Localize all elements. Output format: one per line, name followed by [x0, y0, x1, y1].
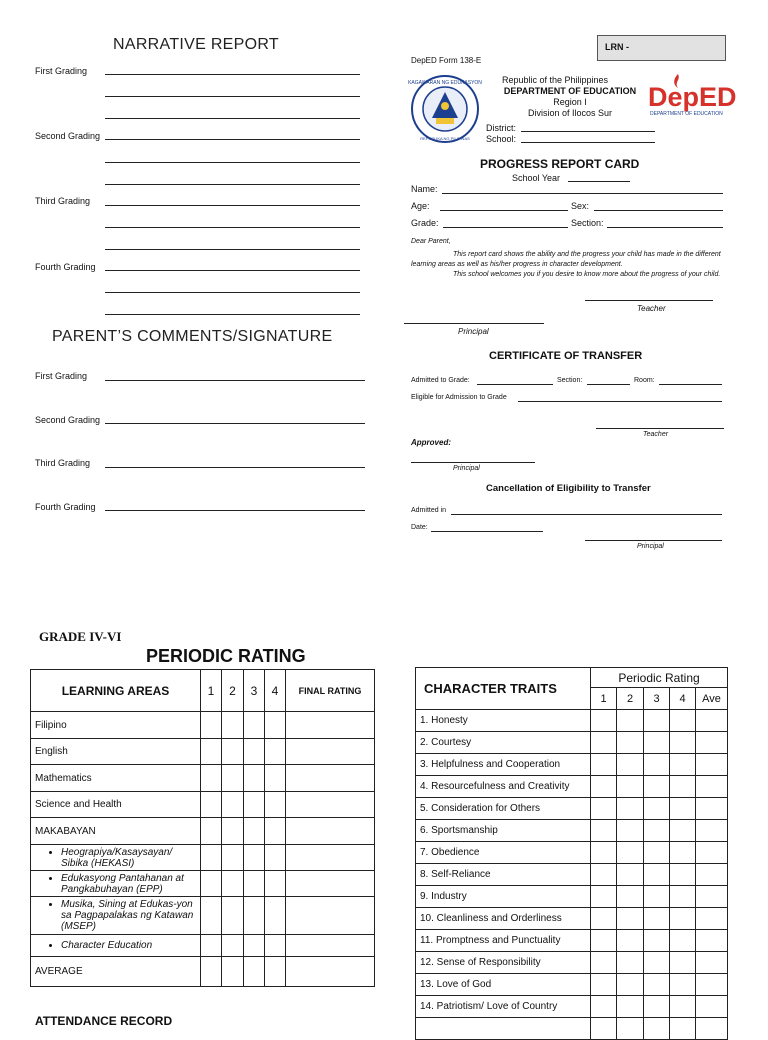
certificate-transfer-title: CERTIFICATE OF TRANSFER: [489, 350, 643, 362]
grade-cell[interactable]: [222, 818, 244, 845]
region-label: Region I: [553, 97, 587, 107]
table-row: [31, 712, 375, 739]
trait-label: 8. Self-Reliance: [416, 864, 591, 886]
rating-cell[interactable]: [617, 886, 644, 908]
division-label: Division of Ilocos Sur: [527, 108, 613, 118]
parents-fourth-label: Fourth Grading: [35, 502, 96, 512]
learning-area-label: Mathematics: [31, 765, 201, 792]
principal-caption: Principal: [458, 327, 489, 336]
rating-cell[interactable]: [696, 930, 728, 952]
final-rating-header: FINAL RATING: [286, 670, 375, 712]
rating-cell[interactable]: [617, 952, 644, 974]
grade-cell[interactable]: [201, 739, 222, 765]
room-label: Room:: [634, 377, 655, 384]
table-row: [31, 935, 375, 957]
table-row: [416, 886, 728, 908]
rating-cell[interactable]: [696, 908, 728, 930]
rating-cell[interactable]: [670, 776, 696, 798]
rating-cell[interactable]: [644, 930, 670, 952]
rating-cell[interactable]: [591, 1018, 617, 1040]
trait-col-1-header: 1: [591, 688, 617, 710]
rating-cell[interactable]: [670, 930, 696, 952]
final-cell[interactable]: [286, 935, 375, 957]
rating-cell[interactable]: [591, 842, 617, 864]
rating-cell[interactable]: [591, 996, 617, 1018]
republic-label: Republic of the Philippines: [501, 75, 609, 85]
rating-cell[interactable]: [670, 974, 696, 996]
rating-cell[interactable]: [591, 886, 617, 908]
narrative-fourth-line-1[interactable]: [105, 270, 360, 271]
cancel-principal-caption: Principal: [637, 543, 664, 550]
approved-label: Approved:: [411, 438, 451, 447]
grade-cell[interactable]: [265, 935, 286, 957]
letter-paragraph-1: This report card shows the ability and the progress your child has made in the different learning areas as well as his/her progress in character development.: [411, 251, 721, 268]
table-row: [416, 842, 728, 864]
admitted-in-label: Admitted in: [411, 507, 447, 514]
rating-cell[interactable]: [591, 974, 617, 996]
rating-cell[interactable]: [617, 842, 644, 864]
trait-col-3-header: 3: [644, 688, 670, 710]
quarter-4-header: 4: [265, 670, 286, 712]
rating-cell[interactable]: [670, 886, 696, 908]
average-label: AVERAGE: [31, 957, 201, 987]
learning-area-label: Filipino: [31, 712, 201, 739]
grade-cell[interactable]: [201, 871, 222, 897]
admitted-in-line[interactable]: [451, 514, 722, 515]
narrative-second-line-2[interactable]: [105, 162, 360, 163]
rating-cell[interactable]: [617, 798, 644, 820]
grade-label: Grade:: [411, 218, 439, 228]
lrn-label: LRN -: [605, 42, 629, 52]
trait-label: 4. Resourcefulness and Creativity: [416, 776, 591, 798]
narrative-third-line-3[interactable]: [105, 249, 360, 250]
grade-cell[interactable]: [244, 765, 265, 792]
rating-cell[interactable]: [644, 732, 670, 754]
final-cell[interactable]: [286, 792, 375, 818]
district-line[interactable]: [521, 131, 655, 132]
parents-third-label: Third Grading: [35, 458, 91, 468]
rating-cell[interactable]: [670, 908, 696, 930]
parents-first-line[interactable]: [105, 380, 365, 381]
teacher-signature-line[interactable]: [585, 300, 713, 301]
rating-cell[interactable]: [670, 1018, 696, 1040]
grade-cell[interactable]: [201, 765, 222, 792]
grade-cell[interactable]: [265, 871, 286, 897]
narrative-first-label: First Grading: [35, 66, 88, 76]
final-cell[interactable]: [286, 712, 375, 739]
trait-col-2-header: 2: [617, 688, 644, 710]
trait-label: 11. Promptness and Punctuality: [416, 930, 591, 952]
parents-second-label: Second Grading: [35, 415, 101, 425]
grade-cell[interactable]: [244, 845, 265, 871]
final-cell[interactable]: [286, 818, 375, 845]
trait-label: 6. Sportsmanship: [416, 820, 591, 842]
rating-cell[interactable]: [670, 842, 696, 864]
final-cell[interactable]: [286, 957, 375, 987]
table-row: [31, 897, 375, 935]
rating-cell[interactable]: [617, 974, 644, 996]
periodic-rating-table: [30, 669, 375, 987]
grade-level-label: GRADE IV-VI: [39, 629, 122, 644]
grade-cell[interactable]: [265, 897, 286, 935]
narrative-second-line-3[interactable]: [105, 184, 360, 185]
rating-cell[interactable]: [644, 820, 670, 842]
school-year-label: School Year: [512, 173, 561, 183]
rating-cell[interactable]: [696, 842, 728, 864]
learning-area-label: MAKABAYAN: [31, 818, 201, 845]
rating-cell[interactable]: [644, 886, 670, 908]
sub-area-label: • Heograpiya/Kasaysayan/ Sibika (HEKASI): [61, 847, 196, 869]
transfer-teacher-line[interactable]: [596, 428, 724, 429]
grade-cell[interactable]: [222, 845, 244, 871]
teacher-caption: Teacher: [637, 304, 666, 313]
grade-cell[interactable]: [244, 935, 265, 957]
rating-cell[interactable]: [617, 908, 644, 930]
seal-top-text: KAGAWARAN NG EDUKASYON: [408, 80, 482, 86]
rating-cell[interactable]: [617, 732, 644, 754]
transfer-section-label: Section:: [557, 377, 583, 384]
final-cell[interactable]: [286, 845, 375, 871]
narrative-first-line-1[interactable]: [105, 74, 360, 75]
letter-paragraph-2: This school welcomes you if you desire to know more about the progress of your child.: [453, 271, 721, 278]
attendance-record-title: ATTENDANCE RECORD: [35, 1014, 173, 1028]
transfer-teacher-caption: Teacher: [643, 431, 669, 438]
trait-col-ave-header: Ave: [696, 688, 728, 710]
name-label: Name:: [411, 184, 438, 194]
sub-area-cell: [31, 845, 201, 871]
parents-first-label: First Grading: [35, 371, 88, 381]
grade-cell[interactable]: [265, 712, 286, 739]
dear-parent-label: Dear Parent,: [411, 238, 451, 245]
rating-cell[interactable]: [670, 732, 696, 754]
grade-cell[interactable]: [222, 897, 244, 935]
table-row: [416, 820, 728, 842]
table-row: [31, 957, 375, 987]
grade-cell[interactable]: [222, 792, 244, 818]
section-label: Section:: [571, 218, 604, 228]
transfer-principal-caption: Principal: [453, 465, 480, 472]
rating-cell[interactable]: [591, 710, 617, 732]
grade-cell[interactable]: [201, 818, 222, 845]
rating-cell[interactable]: [591, 952, 617, 974]
rating-cell[interactable]: [617, 930, 644, 952]
quarter-1-header: 1: [201, 670, 222, 712]
rating-cell[interactable]: [696, 820, 728, 842]
grade-cell[interactable]: [201, 935, 222, 957]
sub-area-cell: [31, 935, 201, 957]
character-traits-table: [415, 667, 728, 1040]
deped-logo-sub: DEPARTMENT OF EDUCATION: [650, 111, 723, 117]
table-row: [416, 798, 728, 820]
rating-cell[interactable]: [696, 776, 728, 798]
table-row: [416, 710, 728, 732]
rating-cell[interactable]: [617, 1018, 644, 1040]
rating-cell[interactable]: [617, 710, 644, 732]
admitted-grade-line[interactable]: [477, 384, 553, 385]
rating-cell[interactable]: [644, 798, 670, 820]
table-row: [31, 845, 375, 871]
admitted-grade-label: Admitted to Grade:: [411, 377, 470, 384]
grade-cell[interactable]: [265, 957, 286, 987]
deped-logo-text: DepED: [648, 82, 737, 112]
rating-cell[interactable]: [670, 864, 696, 886]
rating-cell[interactable]: [591, 732, 617, 754]
sub-area-cell: [31, 871, 201, 897]
rating-cell[interactable]: [617, 996, 644, 1018]
sex-line[interactable]: [594, 210, 723, 211]
table-row: [31, 871, 375, 897]
trait-label: 12. Sense of Responsibility: [416, 952, 591, 974]
final-cell[interactable]: [286, 871, 375, 897]
final-cell[interactable]: [286, 765, 375, 792]
rating-cell[interactable]: [591, 864, 617, 886]
table-row: [416, 732, 728, 754]
narrative-first-line-2[interactable]: [105, 96, 360, 97]
cancel-date-line[interactable]: [431, 531, 543, 532]
grade-cell[interactable]: [265, 765, 286, 792]
table-row: [416, 996, 728, 1018]
department-label: DEPARTMENT OF EDUCATION: [503, 86, 637, 96]
form-number: DepED Form 138-E: [411, 56, 482, 65]
grade-cell[interactable]: [244, 792, 265, 818]
age-line[interactable]: [440, 210, 568, 211]
narrative-second-line-1[interactable]: [105, 139, 360, 140]
rating-cell[interactable]: [617, 776, 644, 798]
rating-cell[interactable]: [670, 754, 696, 776]
quarter-2-header: 2: [222, 670, 244, 712]
grade-cell[interactable]: [222, 739, 244, 765]
table-row: [416, 930, 728, 952]
quarter-3-header: 3: [244, 670, 265, 712]
table-row: [416, 754, 728, 776]
table-row: [416, 776, 728, 798]
table-row: [416, 974, 728, 996]
transfer-principal-line[interactable]: [411, 462, 535, 463]
deped-logo-icon: [648, 70, 737, 120]
grade-cell[interactable]: [244, 871, 265, 897]
room-line[interactable]: [659, 384, 722, 385]
rating-cell[interactable]: [670, 710, 696, 732]
rating-cell[interactable]: [644, 996, 670, 1018]
section-line[interactable]: [607, 227, 723, 228]
table-row: [416, 1018, 728, 1040]
parents-third-line[interactable]: [105, 467, 365, 468]
rating-cell[interactable]: [644, 1018, 670, 1040]
rating-cell[interactable]: [644, 754, 670, 776]
grade-line[interactable]: [443, 227, 568, 228]
grade-cell[interactable]: [201, 792, 222, 818]
sub-area-cell: [31, 897, 201, 935]
table-row: [31, 818, 375, 845]
table-row: [31, 792, 375, 818]
learning-area-label: English: [31, 739, 201, 765]
grade-cell[interactable]: [222, 712, 244, 739]
narrative-third-line-1[interactable]: [105, 205, 360, 206]
narrative-second-label: Second Grading: [35, 131, 101, 141]
sub-area-label: • Character Education: [61, 940, 196, 951]
trait-label: 10. Cleanliness and Orderliness: [416, 908, 591, 930]
deped-seal-icon: [410, 74, 480, 144]
rating-cell[interactable]: [644, 842, 670, 864]
rating-cell[interactable]: [696, 710, 728, 732]
narrative-fourth-label: Fourth Grading: [35, 262, 96, 272]
grade-cell[interactable]: [265, 818, 286, 845]
trait-label: 5. Consideration for Others: [416, 798, 591, 820]
age-label: Age:: [411, 201, 430, 211]
eligible-label: Eligible for Admission to Grade: [411, 394, 507, 401]
trait-label: 9. Industry: [416, 886, 591, 908]
rating-cell[interactable]: [670, 820, 696, 842]
table-row: [31, 765, 375, 792]
grade-cell[interactable]: [244, 897, 265, 935]
rating-cell[interactable]: [644, 908, 670, 930]
rating-cell[interactable]: [617, 754, 644, 776]
trait-label: 1. Honesty: [416, 710, 591, 732]
sex-label: Sex:: [571, 201, 590, 211]
trait-label-empty: [416, 1018, 591, 1040]
grade-cell[interactable]: [222, 871, 244, 897]
rating-cell[interactable]: [591, 754, 617, 776]
rating-cell[interactable]: [696, 886, 728, 908]
district-label: District:: [486, 123, 516, 133]
cancel-date-label: Date:: [411, 524, 428, 531]
rating-cell[interactable]: [696, 974, 728, 996]
narrative-third-label: Third Grading: [35, 196, 91, 206]
eligible-line[interactable]: [518, 401, 722, 402]
table-row: [416, 864, 728, 886]
final-cell[interactable]: [286, 897, 375, 935]
rating-cell[interactable]: [644, 776, 670, 798]
table-row: [416, 908, 728, 930]
trait-label: 13. Love of God: [416, 974, 591, 996]
rating-cell[interactable]: [617, 864, 644, 886]
grade-cell[interactable]: [244, 957, 265, 987]
table-row: [31, 739, 375, 765]
grade-cell[interactable]: [222, 957, 244, 987]
grade-cell[interactable]: [265, 739, 286, 765]
rating-cell[interactable]: [696, 952, 728, 974]
character-traits-header: CHARACTER TRAITS: [416, 668, 591, 710]
rating-cell[interactable]: [617, 820, 644, 842]
rating-cell[interactable]: [696, 864, 728, 886]
rating-cell[interactable]: [644, 710, 670, 732]
grade-cell[interactable]: [201, 845, 222, 871]
grade-cell[interactable]: [201, 712, 222, 739]
rating-cell[interactable]: [591, 908, 617, 930]
periodic-rating-title: PERIODIC RATING: [146, 646, 306, 666]
principal-signature-line[interactable]: [404, 323, 544, 324]
progress-report-title: PROGRESS REPORT CARD: [480, 157, 640, 171]
grade-cell[interactable]: [265, 845, 286, 871]
learning-areas-header: LEARNING AREAS: [31, 670, 201, 712]
school-label: School:: [486, 134, 517, 144]
table-row: [416, 952, 728, 974]
learning-area-label: Science and Health: [31, 792, 201, 818]
trait-label: 7. Obedience: [416, 842, 591, 864]
sub-area-label: • Edukasyong Pantahanan at Pangkabuhayan (EPP): [61, 873, 196, 895]
rating-cell[interactable]: [670, 996, 696, 1018]
grade-cell[interactable]: [201, 957, 222, 987]
rating-cell[interactable]: [696, 754, 728, 776]
rating-cell[interactable]: [591, 930, 617, 952]
seal-bottom-text: REPUBLIKA NG PILIPINAS: [420, 136, 470, 141]
grade-cell[interactable]: [201, 897, 222, 935]
rating-cell[interactable]: [644, 864, 670, 886]
periodic-rating-header: Periodic Rating: [591, 668, 728, 688]
final-cell[interactable]: [286, 739, 375, 765]
narrative-fourth-line-3[interactable]: [105, 314, 360, 315]
grade-cell[interactable]: [244, 712, 265, 739]
grade-cell[interactable]: [222, 765, 244, 792]
trait-label: 3. Helpfulness and Cooperation: [416, 754, 591, 776]
rating-cell[interactable]: [670, 798, 696, 820]
rating-cell[interactable]: [644, 952, 670, 974]
parents-second-line[interactable]: [105, 423, 365, 424]
cancel-principal-line[interactable]: [585, 540, 722, 541]
rating-cell[interactable]: [591, 798, 617, 820]
grade-cell[interactable]: [244, 818, 265, 845]
parents-fourth-line[interactable]: [105, 510, 365, 511]
transfer-section-line[interactable]: [587, 384, 630, 385]
parents-comments-title: PARENT’S COMMENTS/SIGNATURE: [52, 328, 333, 345]
rating-cell[interactable]: [696, 732, 728, 754]
rating-cell[interactable]: [696, 798, 728, 820]
narrative-fourth-line-2[interactable]: [105, 292, 360, 293]
lrn-box[interactable]: [597, 35, 726, 61]
grade-cell[interactable]: [265, 792, 286, 818]
name-line[interactable]: [442, 193, 723, 194]
school-year-line[interactable]: [568, 181, 630, 182]
narrative-report-title: NARRATIVE REPORT: [113, 36, 280, 53]
grade-cell[interactable]: [222, 935, 244, 957]
rating-cell[interactable]: [591, 820, 617, 842]
rating-cell[interactable]: [591, 776, 617, 798]
rating-cell[interactable]: [696, 996, 728, 1018]
grade-cell[interactable]: [244, 739, 265, 765]
sub-area-label: • Musika, Sining at Edukas-yon sa Pagpapalakas ng Katawan (MSEP): [61, 899, 196, 932]
narrative-first-line-3[interactable]: [105, 118, 360, 119]
school-line[interactable]: [521, 142, 655, 143]
rating-cell[interactable]: [670, 952, 696, 974]
trait-label: 14. Patriotism/ Love of Country: [416, 996, 591, 1018]
rating-cell[interactable]: [644, 974, 670, 996]
cancellation-title: Cancellation of Eligibility to Transfer: [486, 483, 651, 494]
rating-cell[interactable]: [696, 1018, 728, 1040]
narrative-third-line-2[interactable]: [105, 227, 360, 228]
trait-label: 2. Courtesy: [416, 732, 591, 754]
trait-col-4-header: 4: [670, 688, 696, 710]
